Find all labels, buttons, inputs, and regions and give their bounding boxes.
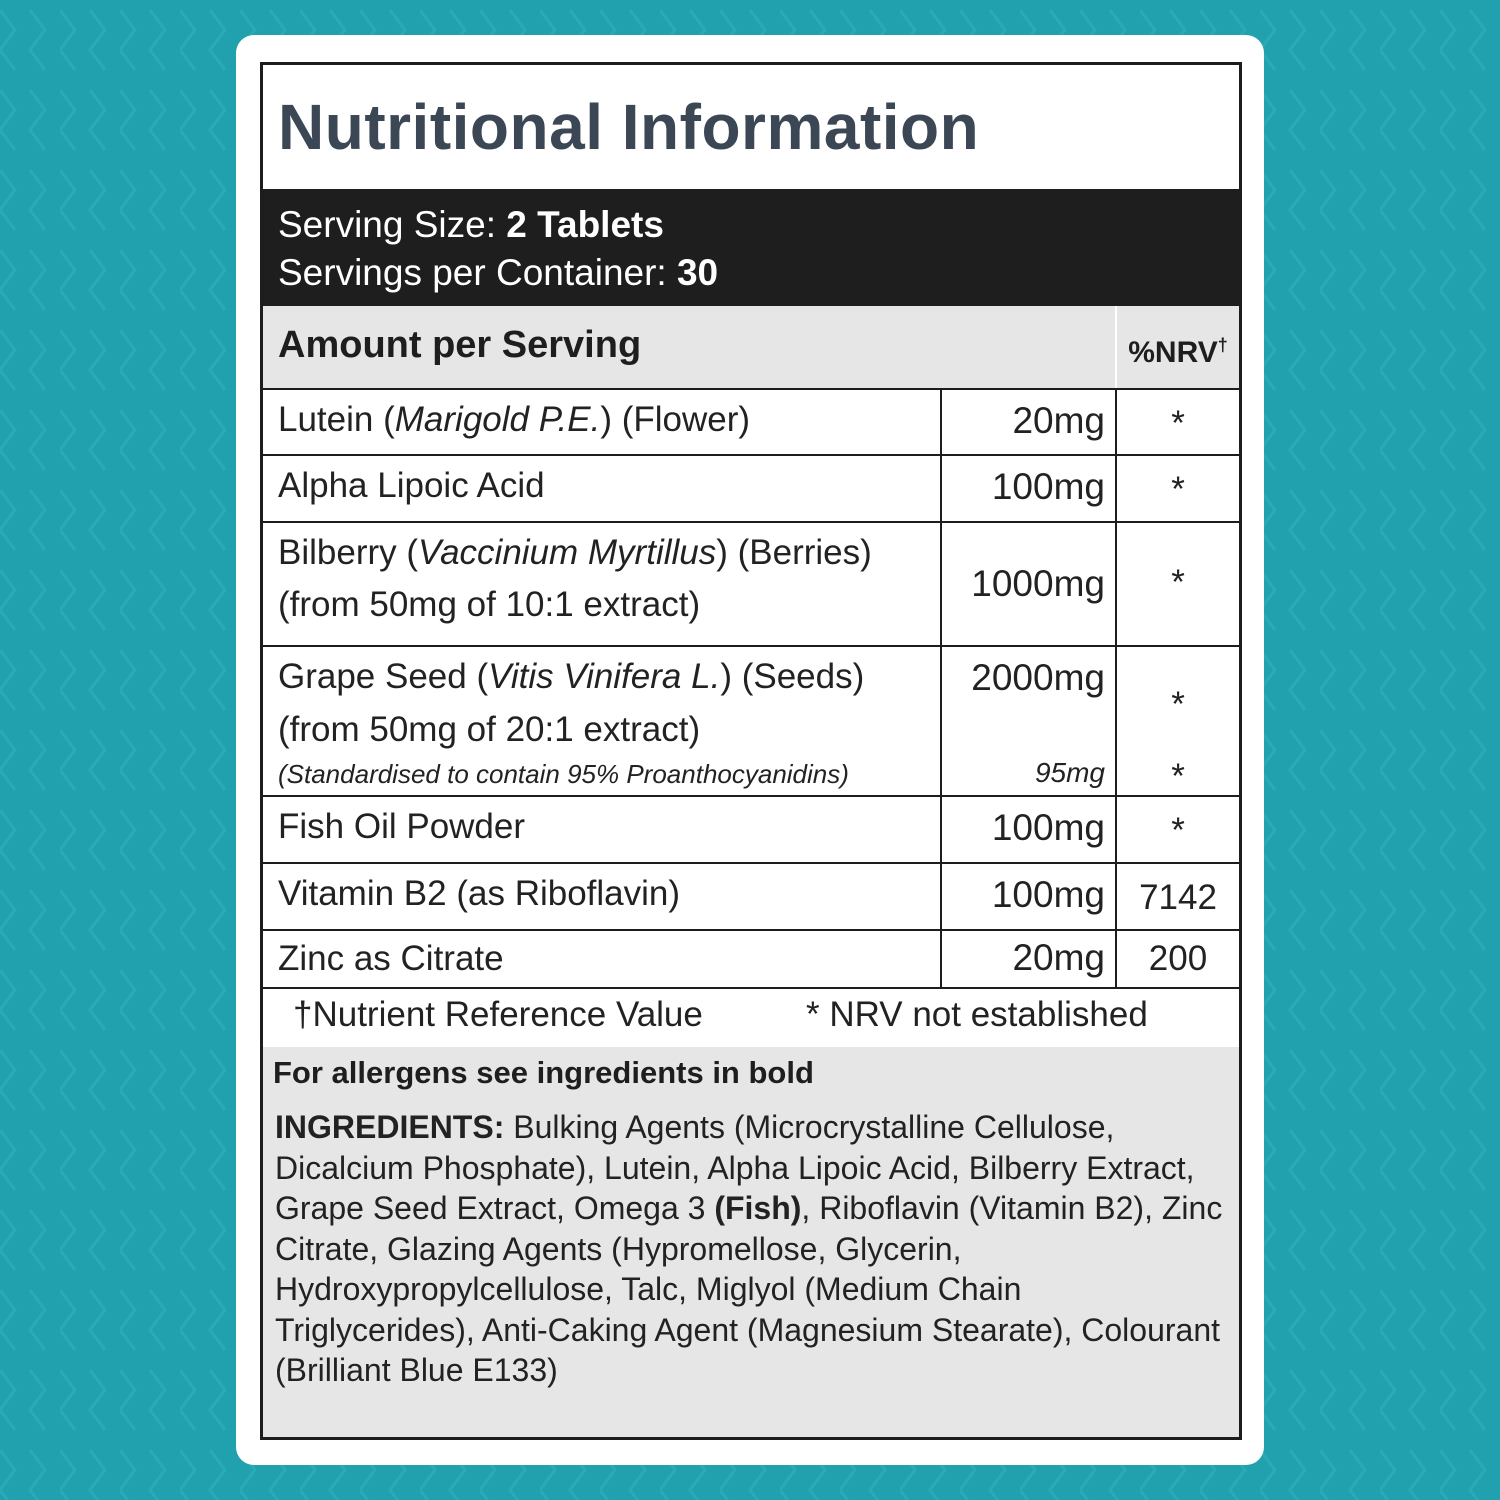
- table-row: [263, 388, 1239, 454]
- ingredients-label: INGREDIENTS:: [275, 1109, 505, 1145]
- nrv-definition: †Nutrient Reference Value: [293, 995, 703, 1034]
- column-divider: [940, 864, 942, 929]
- latin-name: Vitis Vinifera L.: [488, 657, 721, 696]
- column-divider: [940, 931, 942, 987]
- table-row: [263, 645, 1239, 795]
- ingredients-text-continued: , Riboflavin (Vitamin B2), Zinc Citrate, Glazing Agents (Hypromellose, Glycerin, Hydroxypropylcellulose, Talc, Miglyol (Medium Chain Triglycerides), Anti-Caking Agent (Magnesium Stearate), Colourant (Brilliant Blue E133): [275, 1190, 1223, 1388]
- table-row: [263, 521, 1239, 645]
- serving-size-label: Serving Size:: [278, 204, 496, 245]
- column-divider: [940, 797, 942, 862]
- latin-name: Vaccinium Myrtillus: [418, 533, 717, 572]
- ingredient-label: Grape Seed: [278, 657, 467, 696]
- servings-per-container-label: Servings per Container:: [278, 252, 667, 293]
- nrv-dagger: †: [1217, 335, 1228, 355]
- amount-value: 100mg: [991, 807, 1105, 848]
- extract-detail: (from 50mg of 10:1 extract): [278, 585, 701, 624]
- ingredient-name: [278, 874, 680, 914]
- servings-per-container-value: 30: [676, 252, 719, 293]
- nrv-value: *: [1171, 685, 1185, 724]
- latin-name: Marigold P.E.: [394, 400, 601, 439]
- allergen-highlight: (Fish): [714, 1190, 802, 1226]
- nrv-header: [1117, 306, 1239, 392]
- ingredient-name: [278, 533, 872, 573]
- table-row: [263, 929, 1239, 987]
- ingredients-text: Bulking Agents (Microcrystalline Cellulose, Dicalcium Phosphate), Lutein, Alpha Lipoic Acid, Bilberry Extract, Grape Seed Extract, Omega 3: [275, 1109, 1195, 1226]
- nutrition-panel: [260, 62, 1242, 1440]
- paren-open: (: [476, 657, 489, 696]
- nrv-value: *: [1171, 470, 1185, 509]
- paren-close: ): [720, 657, 732, 696]
- table-row: [263, 454, 1239, 521]
- amount-value: 1000mg: [971, 563, 1105, 604]
- plant-part: (Seeds): [741, 657, 865, 696]
- allergen-note: For allergens see ingredients in bold: [273, 1055, 814, 1090]
- paren-open: (: [406, 533, 419, 572]
- amount-value: 100mg: [991, 874, 1105, 915]
- nrv-value: *: [1171, 563, 1185, 602]
- ingredient-note: (as Riboflavin): [456, 874, 681, 913]
- table-row: [263, 795, 1239, 862]
- nrv-value: 200: [1148, 939, 1208, 978]
- column-divider: [940, 390, 942, 454]
- ingredient-name: Alpha Lipoic Acid: [278, 466, 545, 505]
- amount-per-serving-header: Amount per Serving: [278, 324, 642, 366]
- sub-nrv-value: *: [1171, 757, 1185, 796]
- table-header: [263, 306, 1239, 388]
- paren-open: (: [383, 400, 395, 439]
- ingredients-section: [263, 1047, 1239, 1437]
- ingredient-label: Lutein: [278, 400, 374, 439]
- serving-size-value: 2 Tablets: [506, 204, 664, 245]
- ingredient-name: [278, 657, 864, 697]
- standardisation-note: (Standardised to contain 95% Proanthocyanidins): [278, 759, 849, 789]
- column-divider: [940, 523, 942, 645]
- serving-size: [278, 201, 1239, 249]
- nrv-value: *: [1171, 404, 1185, 443]
- plant-part: (Berries): [737, 533, 872, 572]
- table-row: [263, 862, 1239, 929]
- ingredients-list: [273, 1107, 1229, 1391]
- page-title: Nutritional Information: [278, 91, 980, 163]
- column-divider: [940, 647, 942, 795]
- ingredient-label: Bilberry: [278, 533, 397, 572]
- paren-close: ): [600, 400, 612, 439]
- ingredient-name: Zinc as Citrate: [278, 939, 504, 978]
- serving-info: [263, 189, 1239, 306]
- ingredient-name: [278, 400, 750, 440]
- nrv-header-label: %NRV: [1128, 336, 1218, 369]
- extract-detail: (from 50mg of 20:1 extract): [278, 710, 701, 749]
- amount-value: 2000mg: [971, 657, 1105, 698]
- amount-value: 100mg: [991, 466, 1105, 507]
- ingredient-label: Vitamin B2: [278, 874, 447, 913]
- nrv-value: *: [1171, 811, 1185, 850]
- amount-value: 20mg: [1012, 937, 1105, 978]
- ingredient-name: Fish Oil Powder: [278, 807, 526, 846]
- servings-per-container: [278, 249, 1239, 297]
- column-divider: [940, 456, 942, 521]
- nrv-not-established: * NRV not established: [806, 995, 1148, 1034]
- sub-amount-value: 95mg: [1034, 757, 1105, 788]
- paren-close: ): [716, 533, 728, 572]
- amount-value: 20mg: [1012, 400, 1105, 441]
- nrv-value: 7142: [1139, 878, 1217, 917]
- nrv-footnote: [263, 987, 1239, 1047]
- plant-part: (Flower): [621, 400, 751, 439]
